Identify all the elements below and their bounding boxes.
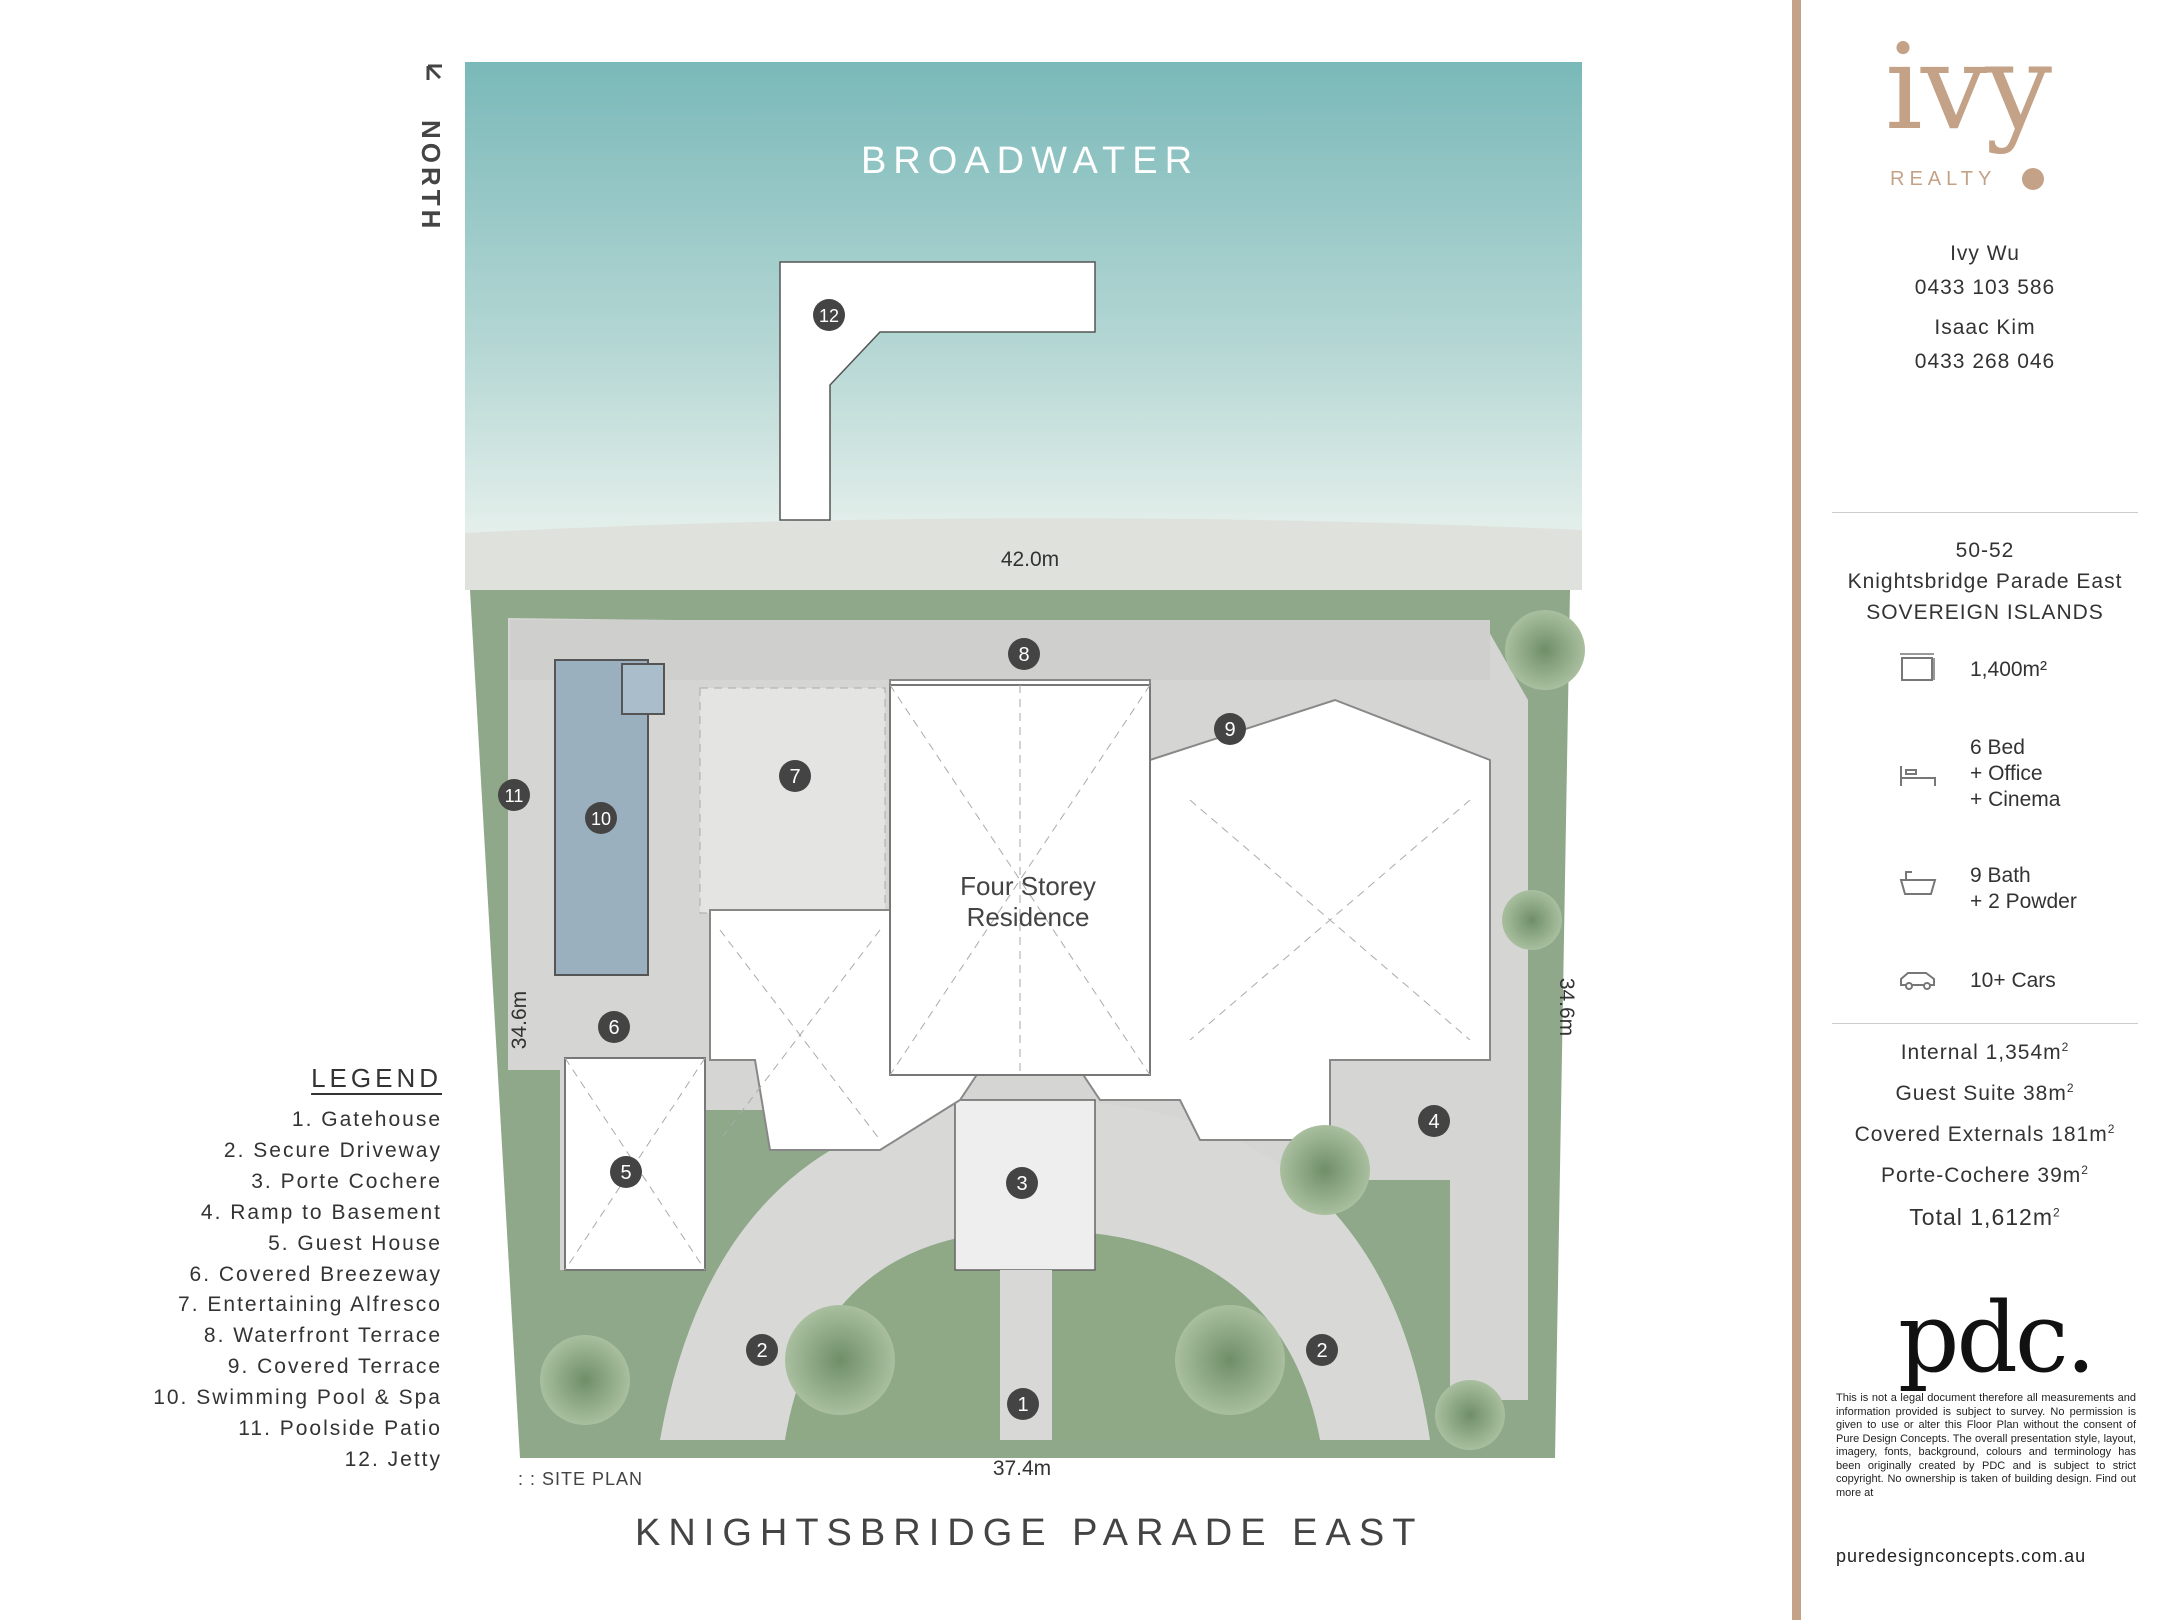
address-suburb: SOVEREIGN ISLANDS: [1866, 601, 2104, 624]
disclaimer: This is not a legal document therefore all measurements and information provided is subject to survey. No permission is given to use or alter this Floor Plan without the consent of Pure Design Concepts. The overall presentation style, layout, imagery, fonts, background, colours and terminology has been originally created by PDC and is subject to strict copyright. No ownership is taken of building design. Find out more at: [1836, 1392, 2136, 1499]
svg-text:4: 4: [1428, 1111, 1440, 1133]
area-total: Total $1,612m^2$: [1909, 1204, 2061, 1230]
land-size-icon: [1898, 652, 1938, 682]
legend-item: 9. Covered Terrace: [227, 1355, 442, 1379]
dim-right: 34.6m: [1555, 977, 1578, 1037]
divider: [1832, 1023, 2138, 1024]
svg-text:5: 5: [620, 1162, 632, 1184]
marker-12: [813, 299, 845, 331]
bath-icon: [1898, 868, 1938, 898]
svg-text:8: 8: [1018, 644, 1030, 666]
legend-list: [153, 1105, 442, 1476]
residence-label-2: Residence: [966, 902, 1090, 932]
svg-text:12: 12: [818, 306, 840, 326]
legend-item: 6. Covered Breezeway: [189, 1262, 442, 1286]
car-icon: [1898, 965, 1938, 995]
designer-logo: pdc.: [1898, 1282, 2094, 1394]
marker-4: [1418, 1105, 1450, 1137]
marker-5: [610, 1156, 642, 1188]
svg-text:10: 10: [590, 809, 612, 829]
marker-2a: [746, 1334, 778, 1366]
dim-bottom: 37.4m: [992, 1457, 1052, 1480]
divider: [1832, 512, 2138, 513]
agent-1-name: Ivy Wu: [1950, 242, 2020, 265]
feature-land: 1,400m²: [1970, 658, 2048, 681]
legend-title: LEGEND: [311, 1063, 442, 1093]
spa: [622, 664, 664, 714]
svg-text:2: 2: [756, 1340, 768, 1362]
marker-7: [779, 760, 811, 792]
feature-bath: 9 Bath + 2 Powder: [1970, 864, 2077, 913]
svg-text:11: 11: [504, 786, 524, 806]
broadwater-label: BROADWATER: [860, 140, 1200, 182]
area-guest-suite: Guest Suite $38m^2$: [1895, 1081, 2075, 1105]
brand-divider: [1792, 0, 1801, 1620]
area-internal: Internal $1,354m^2$: [1900, 1040, 2070, 1064]
residence-label-1: Four Storey: [960, 871, 1096, 901]
bed-icon: [1898, 760, 1938, 790]
dim-top: 42.0m: [1000, 548, 1060, 571]
legend-item: 5. Guest House: [268, 1231, 442, 1255]
marker-2b: [1306, 1334, 1338, 1366]
agent-2-name: Isaac Kim: [1934, 316, 2036, 339]
legend-item: 7. Entertaining Alfresco: [178, 1293, 442, 1317]
svg-text:2: 2: [1316, 1340, 1328, 1362]
svg-text:3: 3: [1016, 1173, 1028, 1195]
marker-11: [498, 779, 530, 811]
legend-item: 8. Waterfront Terrace: [203, 1324, 442, 1348]
svg-text:6: 6: [608, 1017, 620, 1039]
marker-9: [1214, 713, 1246, 745]
address-number: 50-52: [1955, 539, 2015, 562]
marker-8: [1008, 638, 1040, 670]
legend-item: 2. Secure Driveway: [223, 1138, 442, 1162]
feature-cars: 10+ Cars: [1970, 969, 2056, 992]
agent-2-phone[interactable]: 0433 268 046: [1914, 350, 2056, 373]
marker-10: [585, 802, 617, 834]
alfresco-area: [700, 688, 885, 913]
north-label: NORTH: [416, 120, 446, 233]
feature-bed: 6 Bed + Office + Cinema: [1970, 736, 2061, 811]
brand-logo: ivy: [1885, 18, 2051, 156]
site-plan-tag: : : SITE PLAN: [518, 1469, 644, 1489]
legend-item: 4. Ramp to Basement: [200, 1200, 442, 1224]
designer-url[interactable]: puredesignconcepts.com.au: [1836, 1546, 2087, 1566]
dim-left: 34.6m: [508, 990, 531, 1050]
marker-1: [1007, 1388, 1039, 1420]
marker-6: [598, 1011, 630, 1043]
marker-3: [1006, 1167, 1038, 1199]
brand-sub: REALTY: [1890, 168, 1997, 190]
legend-item: 11. Poolside Patio: [238, 1417, 442, 1441]
area-covered: Covered Externals $181m^2$: [1854, 1122, 2116, 1146]
svg-text:7: 7: [789, 766, 801, 788]
logo-dot-icon: [2022, 168, 2044, 190]
area-porte-cochere: Porte-Cochere $39m^2$: [1881, 1163, 2089, 1187]
agent-1-phone[interactable]: 0433 103 586: [1914, 276, 2056, 299]
address-street: Knightsbridge Parade East: [1847, 570, 2123, 593]
north-arrow-icon: [428, 66, 442, 80]
legend-item: 3. Porte Cochere: [251, 1169, 442, 1193]
legend-item: 12. Jetty: [344, 1447, 442, 1471]
street-name: KNIGHTSBRIDGE PARADE EAST: [635, 1512, 1424, 1554]
svg-text:9: 9: [1224, 719, 1236, 741]
svg-text:1: 1: [1017, 1394, 1029, 1416]
legend-item: 10. Swimming Pool & Spa: [153, 1386, 442, 1410]
legend-item: 1. Gatehouse: [291, 1108, 442, 1131]
